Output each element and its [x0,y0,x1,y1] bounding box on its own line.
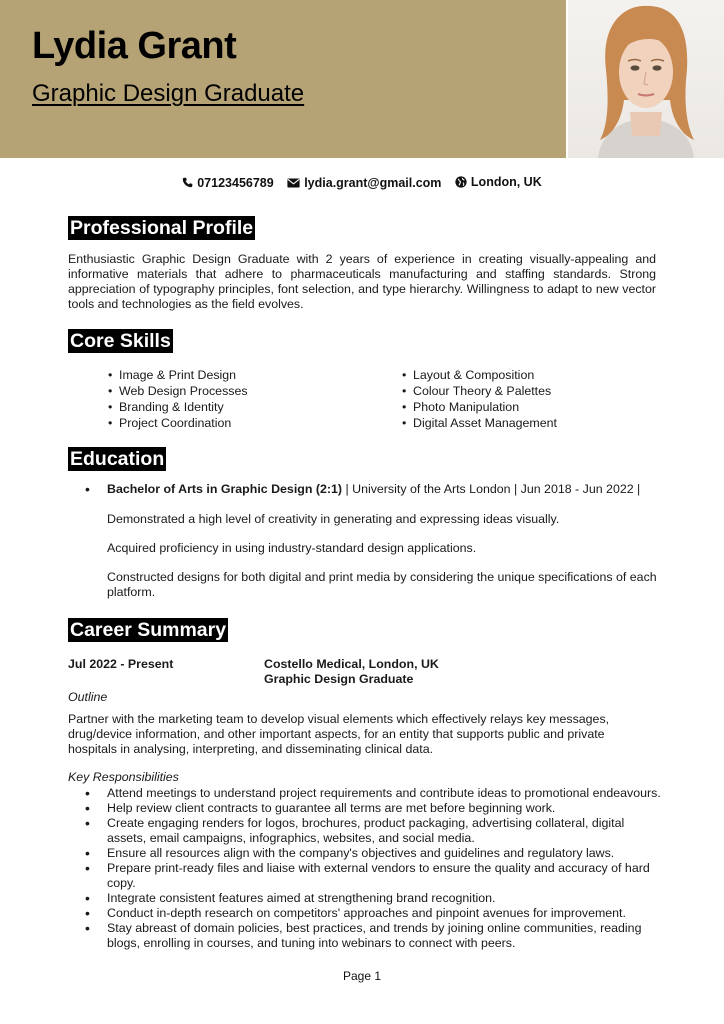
list-item: • Create engaging renders for logos, brochures, product packaging, advertising collateral, digital assets, email campaigns, infographics, websites, and social media. [107,816,662,846]
education-entry [107,482,640,497]
education-bullet: • [85,481,90,497]
skill-item: • Colour Theory & Palettes [413,384,551,399]
header-band [0,0,566,158]
list-item: • Conduct in-depth research on competitors' approaches and pinpoint avenues for improvement. [107,906,662,921]
envelope-icon [287,178,300,188]
profile-heading: Professional Profile [70,217,254,239]
profile-photo [568,0,724,158]
skills-list [104,368,624,432]
degree-details: | University of the Arts London | Jun 2018 - Jun 2022 | [342,482,641,496]
email-address: lydia.grant@gmail.com [304,176,442,190]
portrait-illustration [568,0,724,158]
list-item: • Integrate consistent features aimed at strengthening brand recognition. [107,891,662,906]
career-heading: Career Summary [70,619,227,641]
skill-item: • Layout & Composition [413,368,534,383]
contact-email[interactable] [287,176,441,190]
skill-item: • Digital Asset Management [413,416,557,431]
list-item: • Attend meetings to understand project requirements and contribute ideas to promotional endeavours. [107,786,662,801]
education-point: Demonstrated a high level of creativity in generating and expressing ideas visually. [107,512,560,526]
skill-item: • Image & Print Design [119,368,236,383]
contact-location [455,175,542,189]
job-dates: Jul 2022 - Present [68,657,174,671]
resume-header [0,0,724,158]
outline-text: Partner with the marketing team to develop visual elements which effectively relays key messages, drug/device information, and other important aspects, for an entity that supports public and private hospitals in analysing, interpreting, and disseminating clinical data. [68,712,610,756]
list-item: • Ensure all resources align with the company's objectives and guidelines and regulatory laws. [107,846,662,861]
skill-item: • Web Design Processes [119,384,248,399]
candidate-job-title: Graphic Design Graduate [32,80,305,107]
list-item: • Help review client contracts to guarantee all terms are met before beginning work. [107,801,662,816]
job-employer: Costello Medical, London, UK [264,657,439,671]
education-point: Constructed designs for both digital and print media by considering the unique specifications of each platform. [107,570,657,599]
responsibilities-label: Key Responsibilities [68,770,179,784]
education-point: Acquired proficiency in using industry-standard design applications. [107,541,477,555]
skill-item: • Branding & Identity [119,400,224,415]
location-text: London, UK [470,175,542,189]
education-heading: Education [70,448,165,470]
skill-item: • Project Coordination [119,416,231,431]
skill-item: • Photo Manipulation [413,400,519,415]
contact-phone[interactable] [182,176,273,190]
job-role: Graphic Design Graduate [264,672,414,686]
outline-label: Outline [68,690,108,704]
responsibilities-list [107,786,662,951]
contact-bar [0,175,724,191]
degree-title: Bachelor of Arts in Graphic Design (2:1) [107,482,343,496]
list-item: • Stay abreast of domain policies, best practices, and trends by joining online communities, reading blogs, enrolling in courses, and tuning into webinars to connect with peers. [107,921,662,951]
candidate-name: Lydia Grant [32,25,237,67]
list-item: • Prepare print-ready files and liaise with external vendors to ensure the quality and accuracy of hard copy. [107,861,662,891]
globe-icon [455,176,467,188]
phone-icon [182,177,193,188]
phone-number: 07123456789 [197,175,274,190]
profile-text: Enthusiastic Graphic Design Graduate with 2 years of experience in creating visually-appealing and informative materials that adhere to pharmaceuticals manufacturing and staffing standards. Strong appreciation of typography principles, font selection, and type hierarchy. Willingness to adapt to new vector tools and technologies as the field evolves. [68,252,656,311]
skills-heading: Core Skills [70,330,171,352]
page-number: Page 1 [342,969,382,983]
